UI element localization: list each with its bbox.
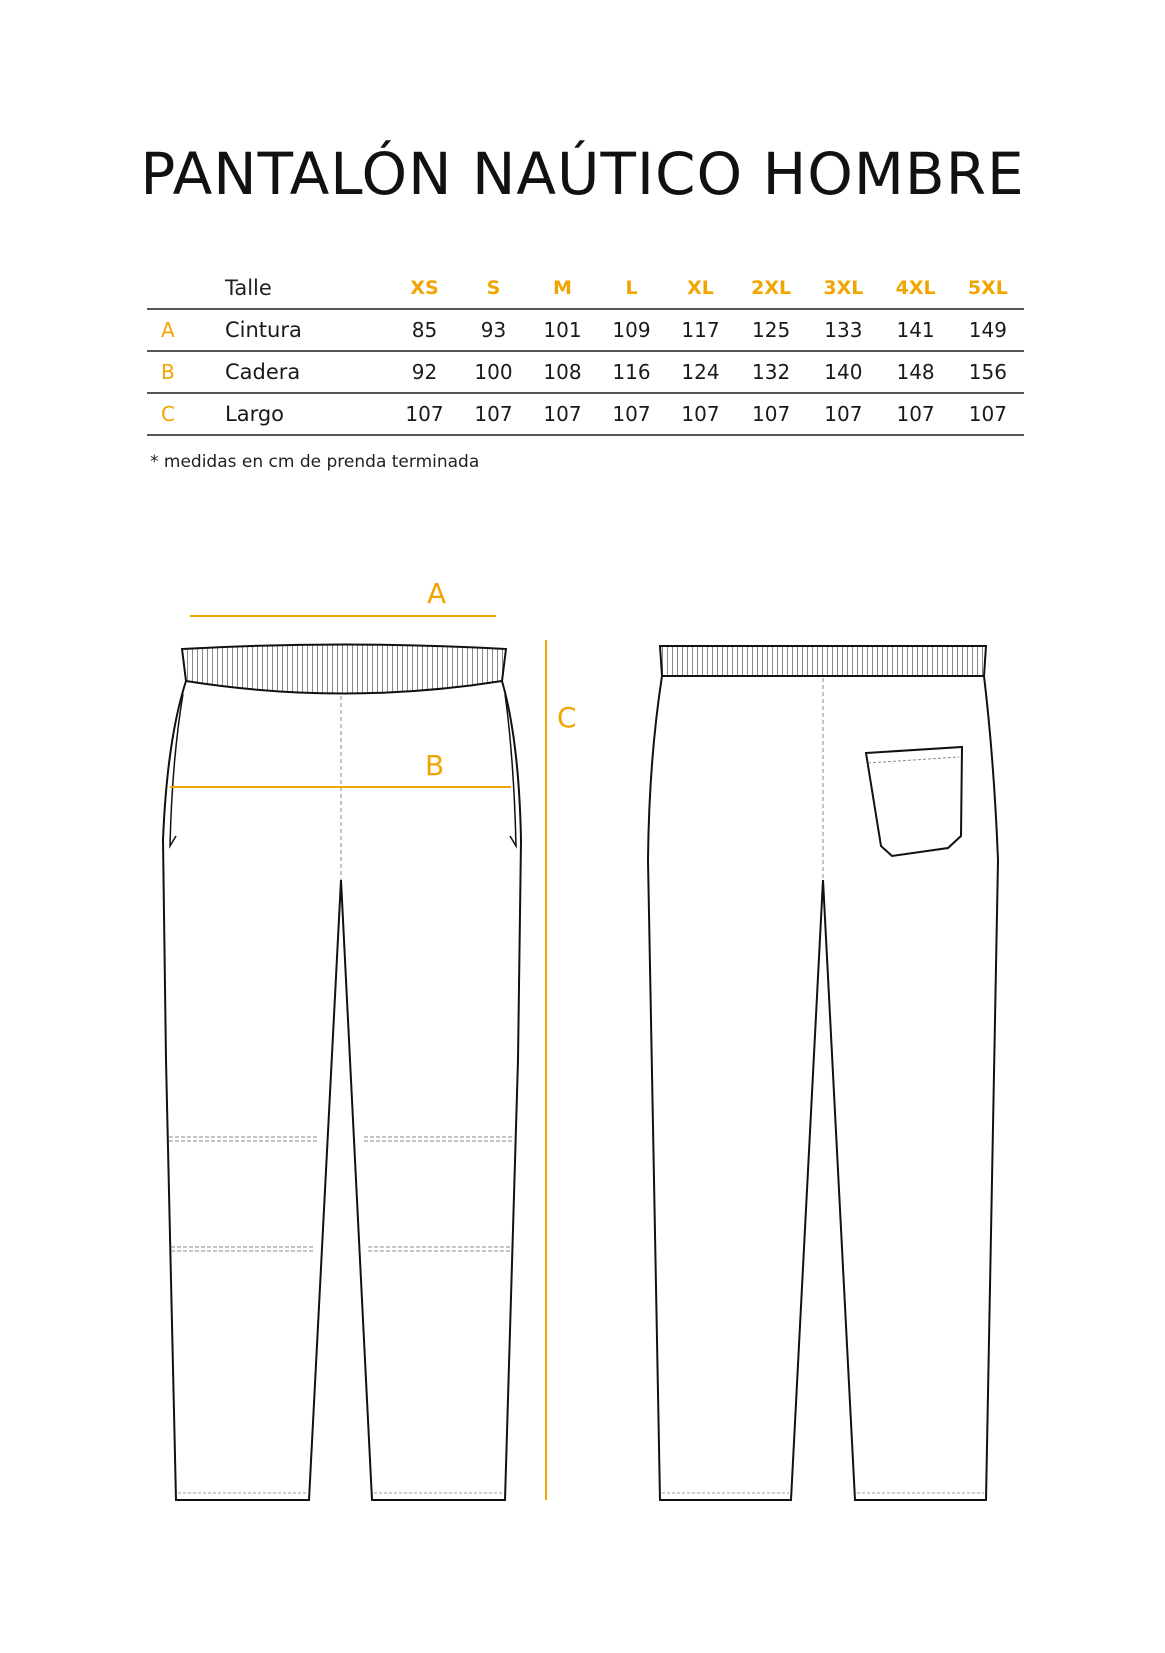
- dimension-b-label: B: [425, 749, 445, 782]
- size-header-xl: XL: [687, 277, 714, 299]
- row-code: C: [161, 402, 175, 426]
- back-pants: [648, 646, 998, 1500]
- size-header-4xl: 4XL: [895, 277, 936, 299]
- size-header-5xl: 5XL: [967, 277, 1008, 299]
- dimension-c-label: C: [557, 701, 577, 734]
- table-cell: 107: [824, 402, 863, 426]
- table-cell: 101: [543, 318, 582, 342]
- table-cell: 93: [480, 318, 507, 342]
- size-header-m: M: [553, 277, 572, 299]
- row-label: Cadera: [225, 360, 301, 384]
- table-cell: 124: [681, 360, 720, 384]
- row-code: B: [161, 360, 175, 384]
- table-cell: 109: [612, 318, 651, 342]
- row-label: Largo: [225, 402, 285, 426]
- table-cell: 116: [612, 360, 651, 384]
- table-cell: 108: [543, 360, 582, 384]
- talle-header: Talle: [225, 276, 272, 300]
- table-cell: 107: [968, 402, 1007, 426]
- table-cell: 117: [681, 318, 720, 342]
- front-pants: [163, 645, 521, 1501]
- row-label: Cintura: [225, 318, 302, 342]
- table-cell: 107: [612, 402, 651, 426]
- table-cell: 125: [752, 318, 791, 342]
- dimension-a-label: A: [427, 577, 447, 610]
- table-cell: 107: [474, 402, 513, 426]
- table-cell: 107: [543, 402, 582, 426]
- table-cell: 100: [474, 360, 513, 384]
- row-code: A: [161, 318, 175, 342]
- back-pocket: [866, 747, 962, 856]
- table-cell: 107: [681, 402, 720, 426]
- dimension-lines: [170, 616, 546, 1500]
- table-cell: 92: [411, 360, 438, 384]
- table-cell: 140: [824, 360, 863, 384]
- table-cell: 156: [968, 360, 1007, 384]
- table-cell: 148: [896, 360, 935, 384]
- size-header-2xl: 2XL: [751, 277, 792, 299]
- table-cell: 132: [752, 360, 791, 384]
- size-header-l: L: [625, 277, 638, 299]
- table-cell: 85: [411, 318, 438, 342]
- table-cell: 133: [824, 318, 863, 342]
- table-cell: 107: [752, 402, 791, 426]
- measurement-note: * medidas en cm de prenda terminada: [150, 452, 480, 472]
- page-title: PANTALÓN NAÚTICO HOMBRE: [140, 140, 1025, 208]
- size-header-s: S: [486, 277, 501, 299]
- back-pocket-stitch: [868, 757, 959, 763]
- front-outline: [163, 681, 521, 1500]
- back-waistband: [660, 646, 986, 676]
- table-cell: 107: [896, 402, 935, 426]
- table-cell: 107: [405, 402, 444, 426]
- size-header-3xl: 3XL: [823, 277, 864, 299]
- table-cell: 141: [896, 318, 935, 342]
- front-waistband: [182, 645, 506, 694]
- size-header-xs: XS: [410, 277, 439, 299]
- table-cell: 149: [968, 318, 1007, 342]
